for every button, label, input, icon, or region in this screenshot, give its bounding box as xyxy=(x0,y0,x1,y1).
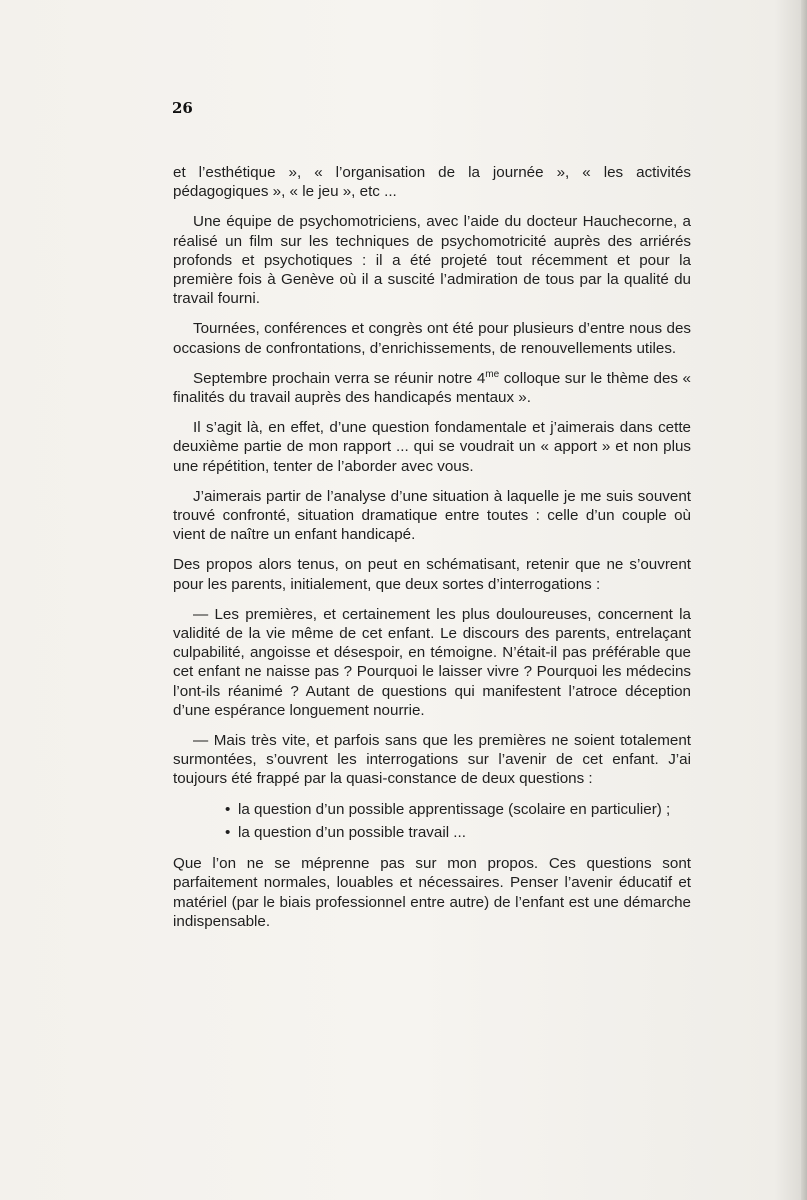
paragraph-closing: Que l’on ne se méprenne pas sur mon propos. Ces questions sont parfaitement normales, louables et nécessaires. Penser l’avenir éducatif et matériel (par le biais professionnel entre autre) de l’enfant est une démarche indispensable. xyxy=(173,855,691,930)
page-edge xyxy=(801,0,807,1200)
paragraph-colloquium xyxy=(173,369,691,407)
body-text xyxy=(173,163,691,942)
ordinal-superscript: me xyxy=(485,368,500,380)
paragraph-tours-conferences: Tournées, conférences et congrès ont été pour plusieurs d’entre nous des occasions de confrontations, d’enrichissements, de renouvellements utiles. xyxy=(173,320,691,357)
bullet-marker: • xyxy=(225,823,231,841)
paragraph-fundamental-question: Il s’agit là, en effet, d’une question fondamentale et j’aimerais dans cette deuxième partie de mon rapport ... qui se voudrait un « apport » et non plus une répétition, tenter de l’aborder avec vous. xyxy=(173,419,691,475)
paragraph-continuation: et l’esthétique », « l’organisation de la journée », « les activités pédagogiques », « le jeu », etc ... xyxy=(173,164,691,201)
paragraph-situation-analysis: J’aimerais partir de l’analyse d’une situation à laquelle je me suis souvent trouvé confronté, situation dramatique entre toutes : celle d’un couple où vient de naître un enfant handicapé. xyxy=(173,487,691,544)
paragraph-two-interrogations: Des propos alors tenus, on peut en schématisant, retenir que ne s’ouvrent pour les parents, initialement, que deux sortes d’interrogations : xyxy=(173,556,691,593)
paragraph-first-questions: — Les premières, et certainement les plus douloureuses, concernent la validité de la vie même de cet enfant. Le discours des parents, entrelaçant culpabilité, angoisse et désespoir, en témoigne. N’était-il pas préférable que cet enfant ne naisse pas ? Pourquoi le laisser vivre ? Pourquoi les médecins l’ont-ils réanimé ? Autant de questions qui manifestent l’atroce déception d’une espérance longuement nourrie. xyxy=(173,605,691,719)
list-item-text: la question d’un possible apprentissage (scolaire en particulier) ; xyxy=(238,800,671,818)
list-item-text: la question d’un possible travail ... xyxy=(238,823,466,841)
paragraph-second-questions: — Mais très vite, et parfois sans que les premières ne soient totalement surmontées, s’ouvrent les interrogations sur l’avenir de cet enfant. J’ai toujours été frappé par la quasi-constance de deux questions : xyxy=(173,732,691,788)
bullet-marker: • xyxy=(225,800,231,818)
colloquium-text-after: colloque sur le thème des « finalités du travail auprès des handicapés mentaux ». xyxy=(173,369,691,407)
list-item xyxy=(225,823,691,842)
list-item xyxy=(225,800,691,819)
colloquium-text-before: Septembre prochain verra se réunir notre 4 xyxy=(193,369,486,387)
page-number: 26 xyxy=(172,99,193,117)
paragraph-psychomotor-film: Une équipe de psychomotriciens, avec l’aide du docteur Hauchecorne, a réalisé un film sur les techniques de psychomotricité auprès des arriérés profonds et psychotiques : il a été projeté tout récemment et pour la première fois à Genève où il a suscité l’admiration de tous par la qualité du travail fourni. xyxy=(173,213,691,308)
question-list xyxy=(173,800,691,842)
